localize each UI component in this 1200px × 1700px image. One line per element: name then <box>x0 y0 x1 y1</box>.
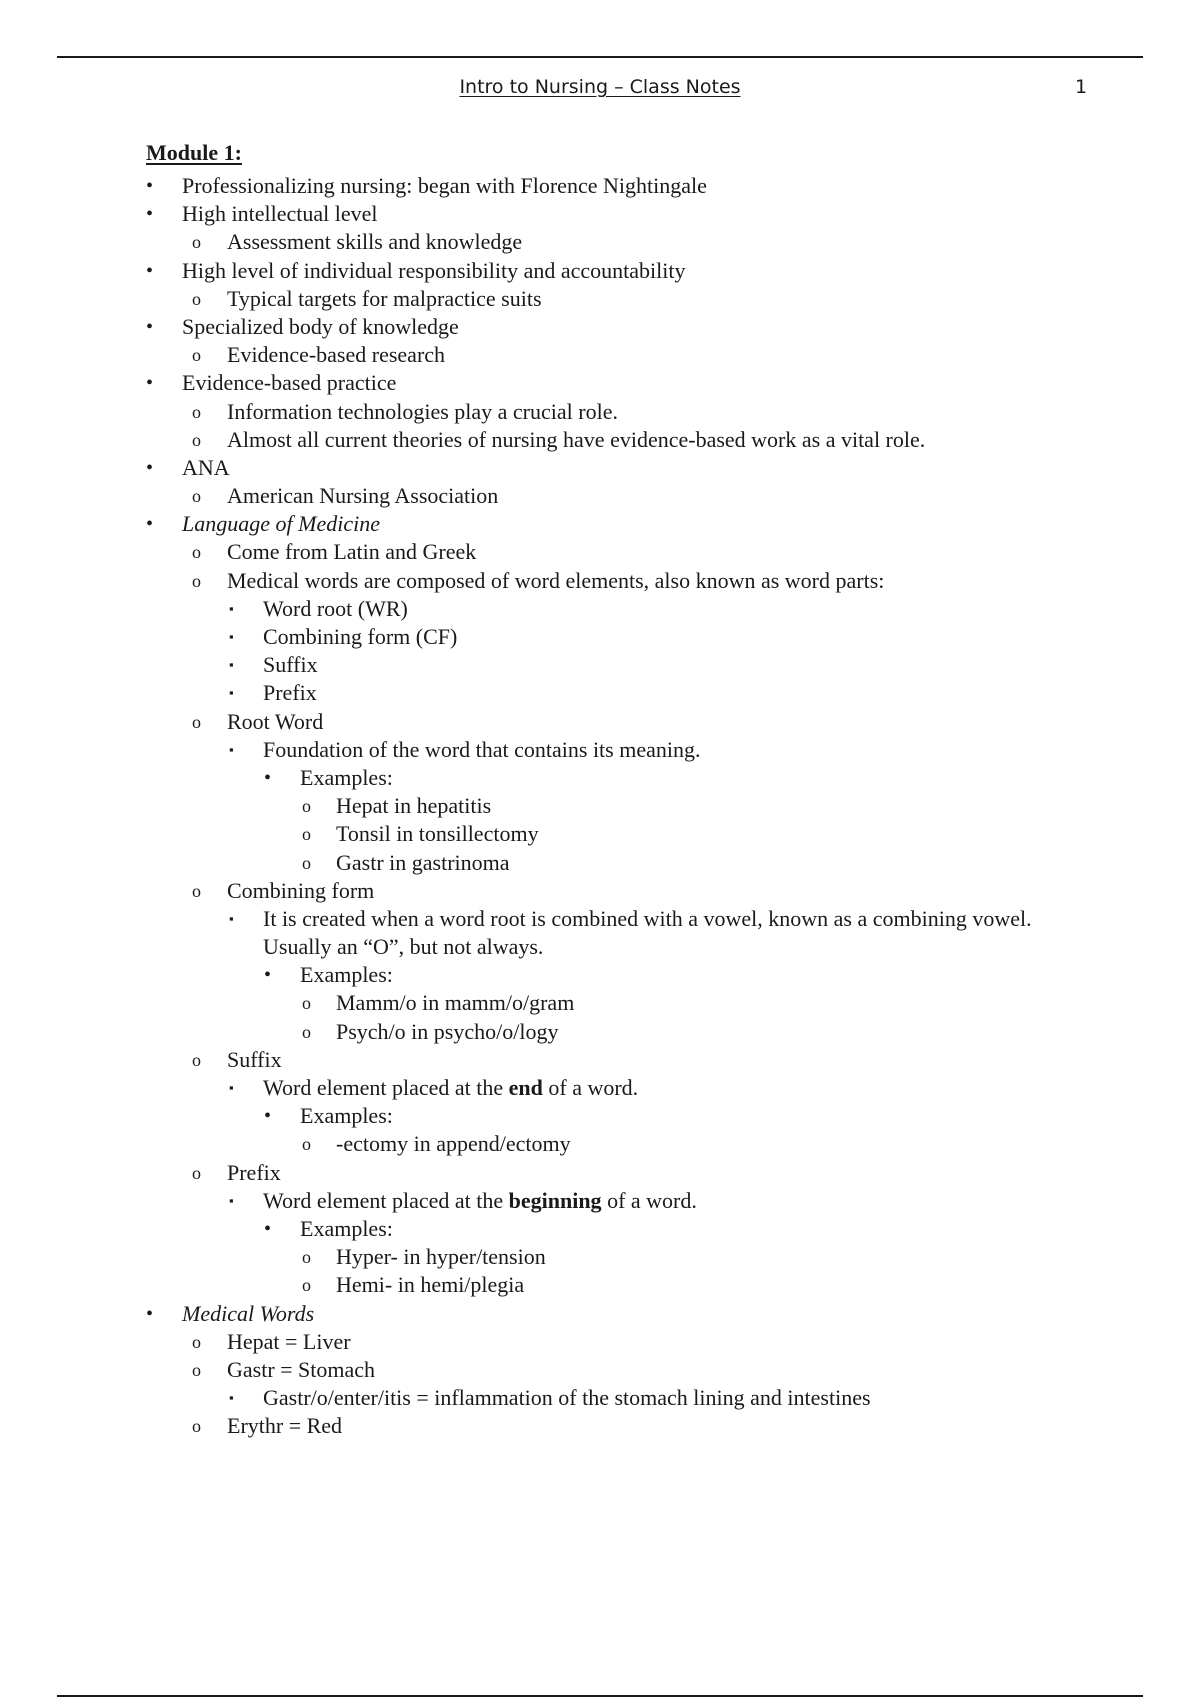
list-item: o Root Word <box>0 708 1200 736</box>
list-item: • Examples: <box>0 764 1200 792</box>
list-item: ▪ Suffix <box>0 651 1200 679</box>
list-item: o Suffix <box>0 1046 1200 1074</box>
bullet-circle-icon: o <box>302 993 311 1014</box>
list-item: o Combining form <box>0 877 1200 905</box>
list-item: o Medical words are composed of word elements, also known as word parts: <box>0 567 1200 595</box>
bullet-disc-icon: • <box>146 513 154 536</box>
list-item: o Gastr in gastrinoma <box>0 849 1200 877</box>
list-item: ▪ Prefix <box>0 679 1200 707</box>
bullet-square-icon: ▪ <box>229 741 234 757</box>
bullet-square-icon: ▪ <box>229 600 234 616</box>
bullet-disc-icon: • <box>146 175 154 197</box>
list-item: o American Nursing Association <box>0 482 1200 510</box>
bullet-disc-icon: • <box>146 1302 154 1325</box>
header-rule <box>57 56 1143 58</box>
list-item: o -ectomy in append/ectomy <box>0 1130 1200 1158</box>
list-item: o Gastr = Stomach <box>0 1356 1200 1384</box>
list-item: • Examples: <box>0 961 1200 989</box>
footer-rule <box>57 1695 1143 1697</box>
list-item: o Almost all current theories of nursing have evidence-based work as a vital role. <box>0 426 1200 454</box>
bullet-disc-icon: • <box>264 1217 272 1240</box>
bullet-circle-icon: o <box>192 880 201 901</box>
bullet-circle-icon: o <box>192 1416 201 1437</box>
bullet-disc-icon: • <box>146 456 154 479</box>
page-header-title: Intro to Nursing – Class Notes <box>459 76 741 98</box>
bullet-circle-icon: o <box>192 401 201 422</box>
bullet-square-icon: ▪ <box>229 910 234 926</box>
list-item: o Mamm/o in mamm/o/gram <box>0 989 1200 1017</box>
bullet-circle-icon: o <box>192 486 201 507</box>
bullet-circle-icon: o <box>192 288 201 309</box>
bullet-circle-icon: o <box>302 1247 311 1268</box>
list-item: • Professionalizing nursing: began with Florence Nightingale <box>0 172 1200 200</box>
bullet-circle-icon: o <box>302 824 311 845</box>
list-item: ▪ Gastr/o/enter/itis = inflammation of the stomach lining and intestines <box>0 1384 1200 1412</box>
list-item: o Hepat = Liver <box>0 1328 1200 1356</box>
bullet-disc-icon: • <box>146 372 154 395</box>
list-item: o Psych/o in psycho/o/logy <box>0 1018 1200 1046</box>
page-number: 1 <box>1075 76 1088 98</box>
list-item: o Assessment skills and knowledge <box>0 228 1200 256</box>
list-item: ▪ Word element placed at the end of a word. <box>0 1074 1200 1102</box>
bullet-circle-icon: o <box>192 711 201 732</box>
bullet-circle-icon: o <box>192 345 201 366</box>
bullet-square-icon: ▪ <box>229 685 234 701</box>
list-item: • Language of Medicine <box>0 510 1200 538</box>
list-item: o Prefix <box>0 1159 1200 1187</box>
list-item: o Typical targets for malpractice suits <box>0 285 1200 313</box>
list-item: o Hepat in hepatitis <box>0 792 1200 820</box>
bullet-square-icon: ▪ <box>229 657 234 673</box>
bullet-disc-icon: • <box>264 964 272 987</box>
list-item: o Information technologies play a crucial role. <box>0 398 1200 426</box>
bullet-circle-icon: o <box>192 542 201 563</box>
bullet-square-icon: ▪ <box>229 1192 234 1208</box>
bullet-circle-icon: o <box>192 429 201 450</box>
bullet-circle-icon: o <box>192 1162 201 1183</box>
bullet-circle-icon: o <box>302 796 311 817</box>
bullet-circle-icon: o <box>192 1331 201 1352</box>
list-item: ▪ Foundation of the word that contains its meaning. <box>0 736 1200 764</box>
bullet-circle-icon: o <box>302 1275 311 1296</box>
list-item: • ANA <box>0 454 1200 482</box>
list-item: o Tonsil in tonsillectomy <box>0 820 1200 848</box>
module-heading: Module 1: <box>146 140 242 165</box>
bullet-circle-icon: o <box>192 570 201 591</box>
list-item: • High intellectual level <box>0 200 1200 228</box>
list-item: o Evidence-based research <box>0 341 1200 369</box>
bullet-square-icon: ▪ <box>229 1390 234 1406</box>
list-item: • Examples: <box>0 1215 1200 1243</box>
list-item: o Hemi- in hemi/plegia <box>0 1271 1200 1299</box>
list-item: • High level of individual responsibility and accountability <box>0 257 1200 285</box>
bullet-disc-icon: • <box>146 203 154 226</box>
list-item: • Medical Words <box>0 1300 1200 1328</box>
bullet-square-icon: ▪ <box>229 629 234 644</box>
list-item: o Hyper- in hyper/tension <box>0 1243 1200 1271</box>
notes-body <box>0 140 1200 1440</box>
bullet-disc-icon: • <box>146 315 154 338</box>
list-item: ▪ Word element placed at the beginning of a word. <box>0 1187 1200 1215</box>
list-item: ▪ It is created when a word root is combined with a vowel, known as a combining vowel. Usually an “O”, but not always. <box>229 905 1032 960</box>
list-item: o Erythr = Red <box>0 1412 1200 1440</box>
bullet-circle-icon: o <box>302 852 311 873</box>
bullet-circle-icon: o <box>192 232 201 253</box>
bullet-circle-icon: o <box>302 1021 311 1042</box>
list-item: o Come from Latin and Greek <box>0 538 1200 566</box>
bullet-circle-icon: o <box>302 1134 311 1155</box>
bullet-circle-icon: o <box>192 1359 201 1380</box>
list-item: ▪ Word root (WR) <box>0 595 1200 623</box>
bullet-circle-icon: o <box>192 1049 201 1070</box>
list-item: • Evidence-based practice <box>0 369 1200 397</box>
bullet-disc-icon: • <box>146 259 154 282</box>
list-item: ▪ Combining form (CF) <box>0 623 1200 651</box>
list-item: • Examples: <box>0 1102 1200 1130</box>
bullet-disc-icon: • <box>264 766 272 789</box>
list-item: • Specialized body of knowledge <box>0 313 1200 341</box>
bullet-disc-icon: • <box>264 1105 272 1128</box>
bullet-square-icon: ▪ <box>229 1080 234 1096</box>
